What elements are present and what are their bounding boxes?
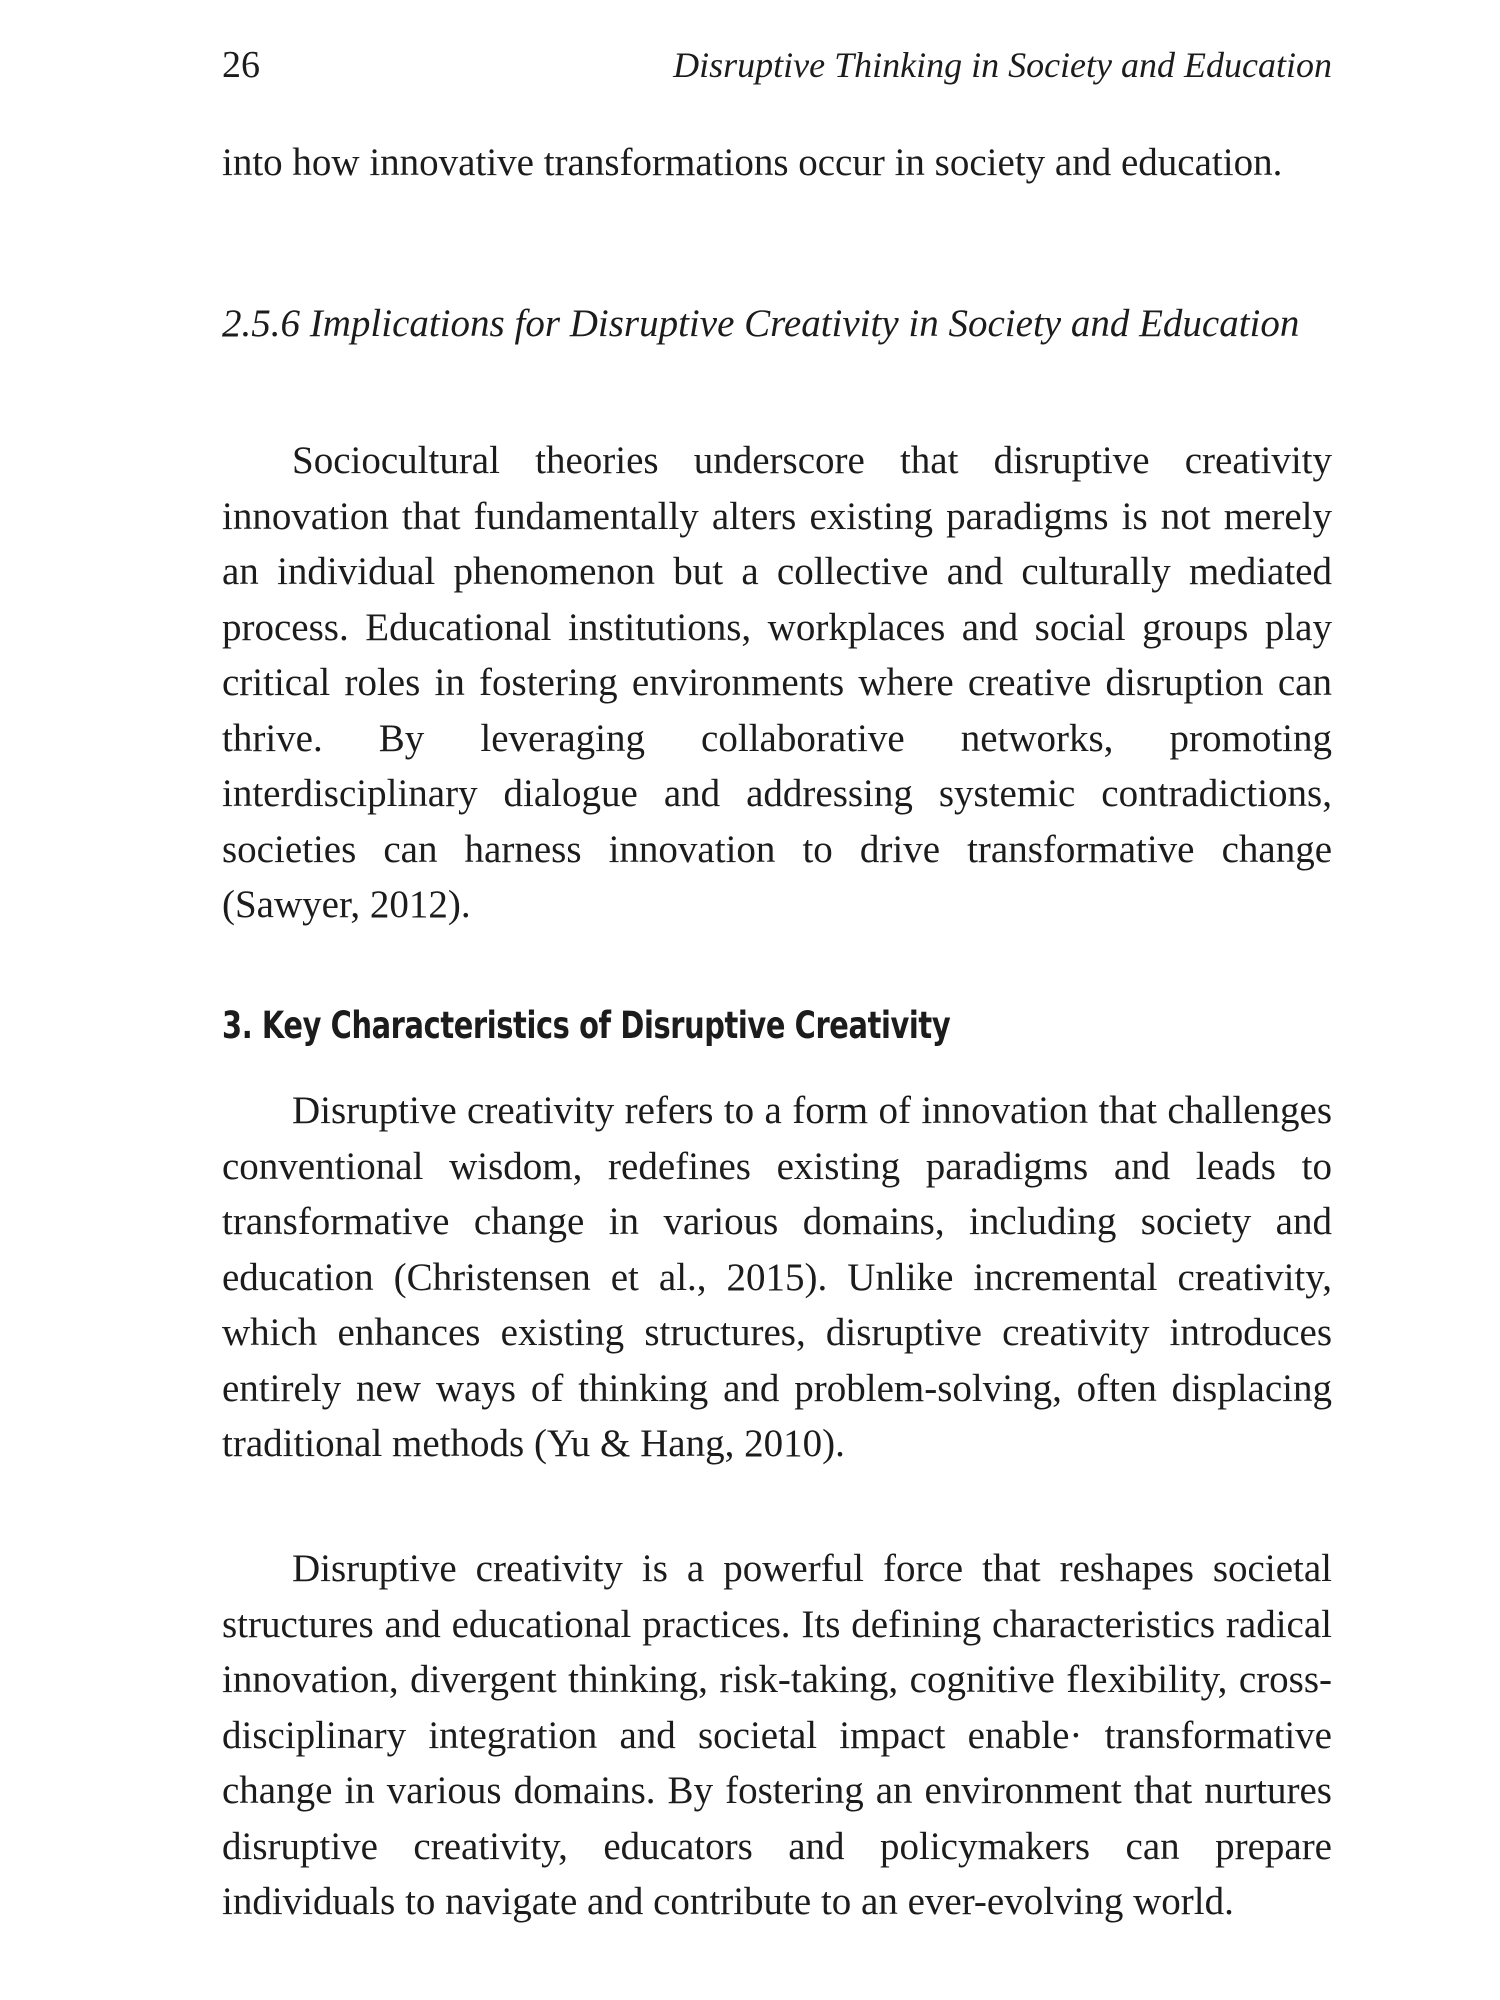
definition-paragraph: Disruptive creativity refers to a form of innovation that challenges conventional wisdom, redefines existing paradigms and leads to transformative change in various domains, including society and education (Christensen et al., 2015). Unlike incremental creativity, which enhances existing structures, disruptive creativity introduces entirely new ways of thinking and problem-solving, often displacing traditional methods (Yu & Hang, 2010). <box>222 1089 1332 1465</box>
continued-paragraph: into how innovative transformations occur in society and education. <box>222 141 1283 184</box>
characteristics-paragraph: Disruptive creativity is a powerful force that reshapes societal structures and educational practices. Its defining characteristics radical innovation, divergent thinking, risk-taking, cognitive flexibility, cross-disciplinary integration and societal impact enable· transformative change in various domains. By fostering an environment that nurtures disruptive creativity, educators and policymakers can prepare individuals to navigate and contribute to an ever-evolving world. <box>222 1547 1332 1923</box>
running-header <box>222 40 1332 90</box>
page-number: 26 <box>222 44 260 86</box>
section-heading: 3. Key Characteristics of Disruptive Creativity <box>222 1004 951 1047</box>
book-page <box>222 0 1332 2000</box>
sociocultural-paragraph: Sociocultural theories underscore that disruptive creativity innovation that fundamentally alters existing paradigms is not merely an individual phenomenon but a collective and culturally mediated process. Educational institutions, workplaces and social groups play critical roles in fostering environments where creative disruption can thrive. By leveraging collaborative networks, promoting interdisciplinary dialogue and addressing systemic contradictions, societies can harness innovation to drive transformative change (Sawyer, 2012). <box>222 439 1332 926</box>
running-title: Disruptive Thinking in Society and Education <box>673 45 1332 85</box>
subsection-heading: 2.5.6 Implications for Disruptive Creativity in Society and Education <box>222 302 1300 345</box>
